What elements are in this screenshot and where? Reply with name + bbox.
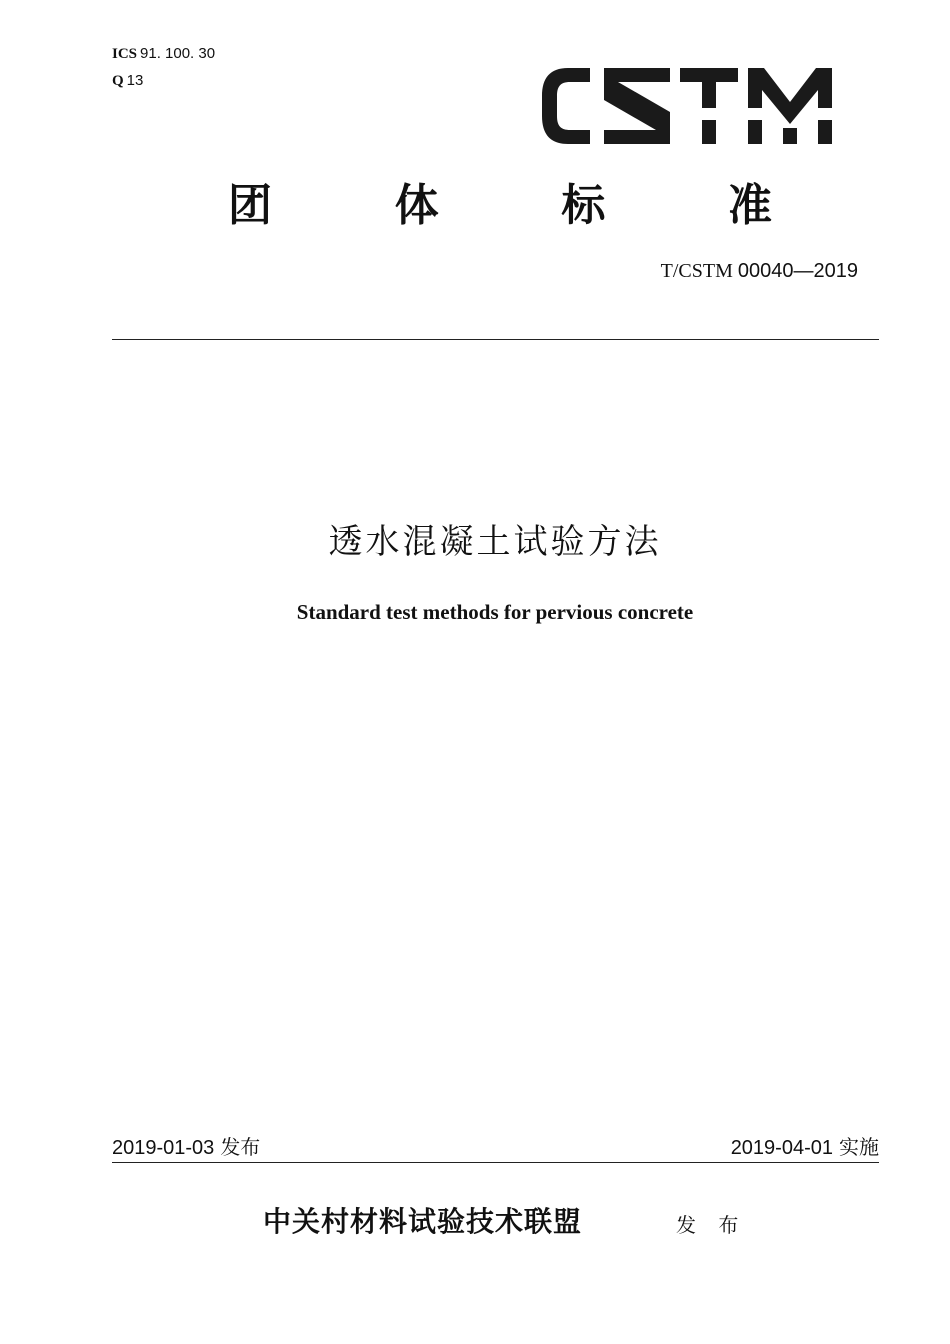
ics-label: ICS (112, 46, 138, 62)
standard-number: 00040—2019 (737, 260, 858, 282)
ics-classification (112, 45, 215, 63)
heading-char: 体 (394, 180, 439, 231)
heading-char: 标 (561, 180, 606, 231)
issue-date: 2019-01-03 (112, 1137, 215, 1159)
title-english: Standard test methods for pervious concrete (296, 600, 694, 624)
ccs-label: Q (112, 73, 124, 89)
standard-code (661, 258, 858, 284)
heading-char: 准 (727, 180, 772, 231)
implement-date-line (731, 1133, 879, 1162)
issue-date-line (112, 1133, 260, 1162)
document-category-heading (210, 178, 790, 234)
ics-code: 91. 100. 30 (140, 45, 216, 62)
implement-date: 2019-04-01 (730, 1137, 833, 1159)
footer-divider (112, 1162, 879, 1163)
ccs-code: 13 (126, 72, 144, 89)
publisher-name: 中关村材料试验技术联盟 (263, 1205, 583, 1238)
heading-char: 团 (228, 180, 272, 231)
issue-label: 发布 (220, 1135, 261, 1159)
title-chinese: 透水混凝土试验方法 (328, 522, 662, 562)
publish-label: 发 布 (676, 1213, 747, 1237)
ccs-classification (112, 72, 143, 90)
implement-label: 实施 (839, 1135, 879, 1159)
header-divider (112, 339, 879, 340)
standard-prefix: T/CSTM (660, 260, 733, 282)
cstm-logo (538, 62, 838, 150)
